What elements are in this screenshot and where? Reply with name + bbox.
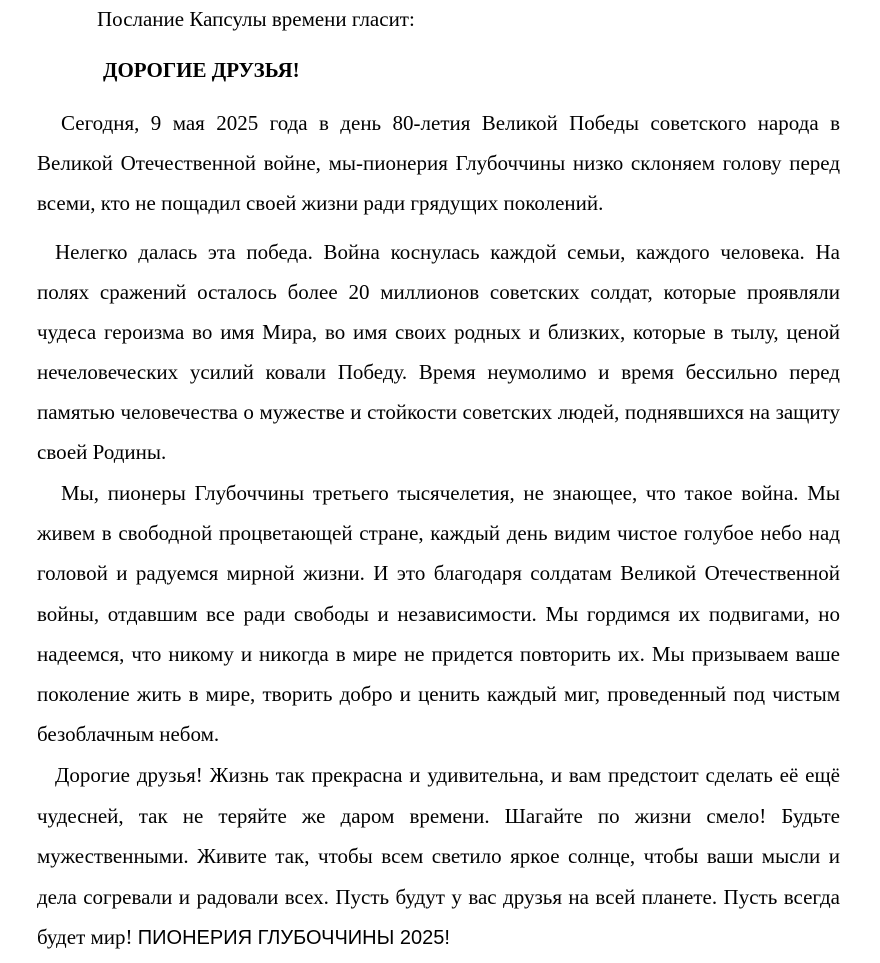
paragraph-closing [37,755,840,959]
paragraph-pioneers: Мы, пионеры Глубоччины третьего тысячелетия, не знающее, что такое война. Мы живем в свободной процветающей стране, каждый день видим чистое голубое небо над головой и радуемся мирной жизни. И это благодаря солдатам Великой Отечественной войны, отдавшим все ради свободы и независимости. Мы гордимся их подвигами, но надеемся, что никому и никогда в мире не придется повторить их. Мы призываем ваше поколение жить в мире, творить добро и ценить каждый миг, проведенный под чистым безоблачным небом. [37,481,840,747]
paragraph-hard-victory: Нелегко далась эта победа. Война коснулась каждой семьи, каждого человека. На полях сражений осталось более 20 миллионов советских солдат, которые проявляли чудеса героизма во имя Мира, во имя своих родных и близких, которые в тылу, ценой нечеловеческих усилий ковали Победу. Время неумолимо и время бессильно перед памятью человечества о мужестве и стойкости советских людей, поднявшихся на защиту своей Родины. [37,240,840,464]
signature: ПИОНЕРИЯ ГЛУБОЧЧИНЫ 2025! [137,927,450,949]
paragraph-victory-day: Сегодня, 9 мая 2025 года в день 80-летия Великой Победы советского народа в Великой Отечественной войне, мы-пионерия Глубоччины низко склоняем голову перед всеми, кто не пощадил своей жизни ради грядущих поколений. [37,111,840,215]
greeting-heading: ДОРОГИЕ ДРУЗЬЯ! [103,58,300,82]
intro-line: Послание Капсулы времени гласит: [97,7,415,31]
closing-text: Дорогие друзья! Жизнь так прекрасна и удивительна, и вам предстоит сделать её ещё чудесней, так не теряйте же даром времени. Шагайте по жизни смело! Будьте мужественными. Живите так, чтобы всем светило яркое солнце, чтобы ваши мысли и дела согревали и радовали всех. Пусть будут у вас друзья на всей планете. Пусть всегда будет мир! [37,763,840,949]
